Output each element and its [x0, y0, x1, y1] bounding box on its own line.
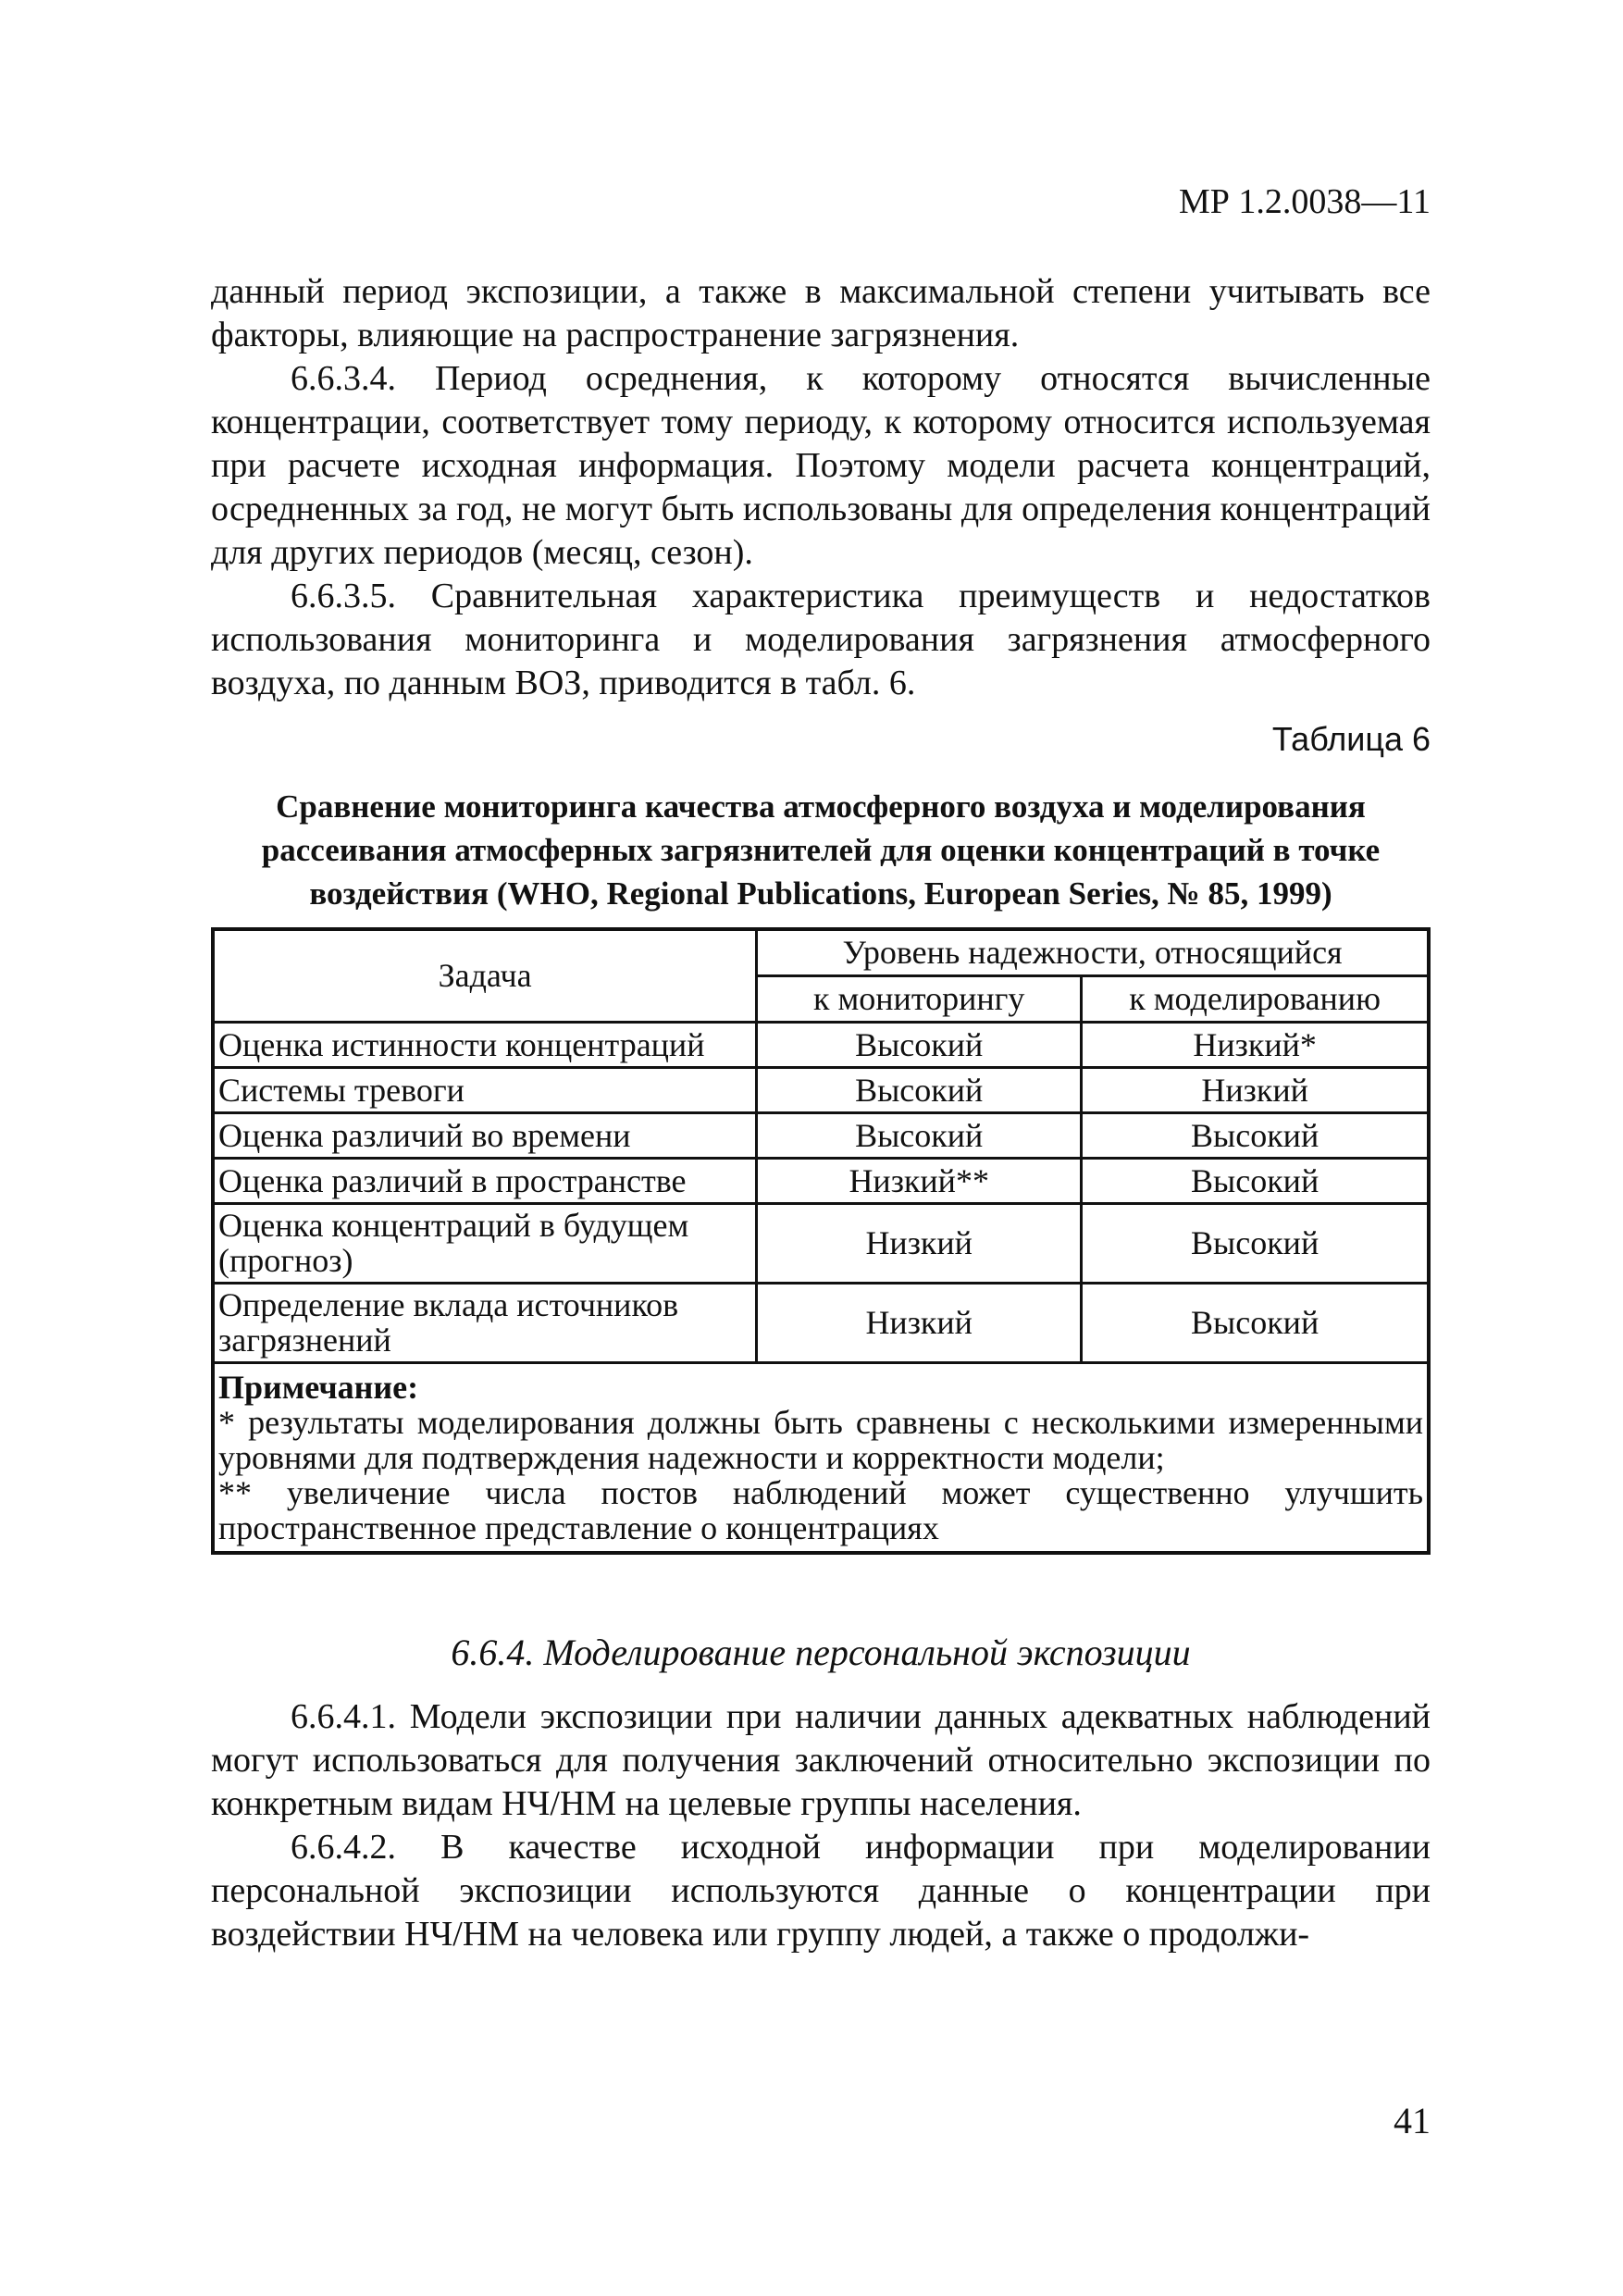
paragraph-6-6-4-1: 6.6.4.1. Модели экспозиции при наличии данных адекватных наблюдений могут использоваться для получения заключений относительно экспозиции по конкретным видам НЧ/НМ на целевые группы населения. — [211, 1697, 1431, 1823]
table-row — [213, 1112, 1429, 1158]
header-task: Задача — [213, 929, 757, 1022]
task-cell: Оценка концентраций в будущем (прогноз) — [213, 1203, 757, 1283]
modeling-cell: Высокий — [1082, 1112, 1429, 1158]
modeling-cell: Низкий* — [1082, 1022, 1429, 1067]
note-item-1: * результаты моделирования должны быть сравнены с несколькими измеренными уровнями для подтверждения надежности и корректности модели; — [218, 1403, 1423, 1476]
table-header-row — [213, 929, 1429, 975]
task-cell: Оценка различий во времени — [213, 1112, 757, 1158]
modeling-cell: Высокий — [1082, 1283, 1429, 1362]
note-item-2: ** увеличение числа постов наблюдений может существенно улучшить пространственное представление о концентрациях — [218, 1473, 1423, 1546]
monitoring-cell: Низкий — [757, 1283, 1082, 1362]
task-cell: Определение вклада источников загрязнений — [213, 1283, 757, 1362]
paragraph-6-6-3-5: 6.6.3.5. Сравнительная характеристика преимуществ и недостатков использования мониторинга и моделирования загрязнения атмосферного воздуха, по данным ВОЗ, приводится в табл. 6. — [211, 577, 1431, 702]
monitoring-cell: Низкий** — [757, 1158, 1082, 1203]
task-cell: Оценка различий в пространстве — [213, 1158, 757, 1203]
header-modeling: к моделированию — [1082, 975, 1429, 1022]
table-note-row — [213, 1362, 1429, 1553]
section-title: 6.6.4. Моделирование персональной экспозиции — [451, 1632, 1191, 1673]
header-reliability-level: Уровень надежности, относящийся — [757, 929, 1429, 975]
table-row — [213, 1203, 1429, 1283]
paragraph-continuation: данный период экспозиции, а также в максимальной степени учитывать все факторы, влияющие на распространение загрязнения. — [211, 272, 1431, 354]
monitoring-cell: Низкий — [757, 1203, 1082, 1283]
task-cell: Системы тревоги — [213, 1067, 757, 1112]
table-label: Таблица 6 — [1271, 720, 1431, 758]
modeling-cell: Высокий — [1082, 1203, 1429, 1283]
table-note — [213, 1362, 1429, 1553]
task-cell: Оценка истинности концентраций — [213, 1022, 757, 1067]
header-monitoring: к мониторингу — [757, 975, 1082, 1022]
monitoring-cell: Высокий — [757, 1112, 1082, 1158]
table-title: Сравнение мониторинга качества атмосферного воздуха и моделирования рассеивания атмосферных загрязнителей для оценки концентраций в точке воздействия (WHO, Regional Publications, European Series, № 85, 1999) — [261, 788, 1381, 912]
paragraph-6-6-4-2: 6.6.4.2. В качестве исходной информации при моделировании персональной экспозиции используются данные о концентрации при воздействии НЧ/НМ на человека или группу людей, а также о продолжи- — [211, 1828, 1431, 1954]
table-row — [213, 1022, 1429, 1067]
monitoring-cell: Высокий — [757, 1067, 1082, 1112]
comparison-table — [211, 927, 1431, 1555]
table-row — [213, 1067, 1429, 1112]
table-row — [213, 1283, 1429, 1362]
modeling-cell: Низкий — [1082, 1067, 1429, 1112]
note-heading: Примечание: — [218, 1368, 419, 1406]
document-code: МР 1.2.0038—11 — [1178, 182, 1431, 221]
modeling-cell: Высокий — [1082, 1158, 1429, 1203]
top-text-block — [211, 270, 1431, 705]
monitoring-cell: Высокий — [757, 1022, 1082, 1067]
table-row — [213, 1158, 1429, 1203]
paragraph-6-6-3-4: 6.6.3.4. Период осреднения, к которому относятся вычисленные концентрации, соответствует тому периоду, к которому относится используемая при расчете исходная информация. Поэтому модели расчета концентраций, осредненных за год, не могут быть использованы для определения концентраций для других периодов (месяц, сезон). — [211, 359, 1431, 572]
page-number: 41 — [1394, 2100, 1431, 2141]
bottom-text-block — [211, 1695, 1431, 1956]
